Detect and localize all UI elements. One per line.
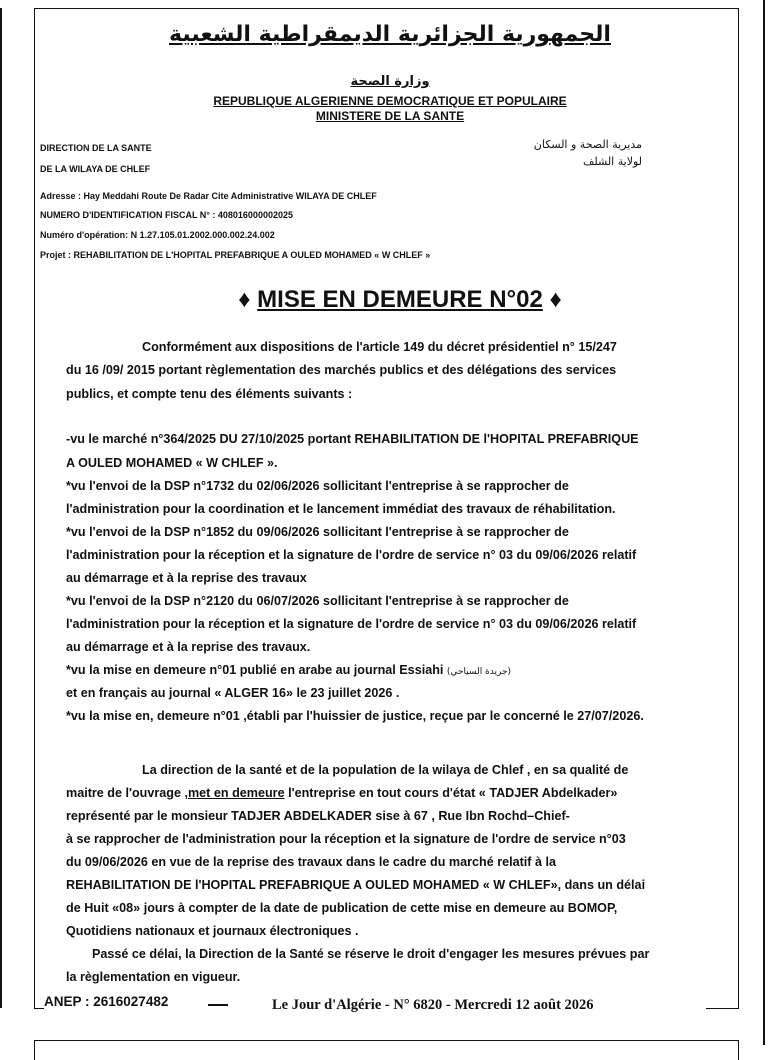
direction-ar-line1: مديرية الصحة و السكان xyxy=(533,138,642,151)
box-top-border xyxy=(34,8,738,9)
decision-2c: l'entreprise en tout cours d'état « TADJER Abdelkader» xyxy=(284,786,618,800)
right-page-border xyxy=(763,0,765,1045)
direction-fr-line1: DIRECTION DE LA SANTE xyxy=(40,143,152,153)
operation-line: Numéro d'opération: N 1.27.105.01.2002.000.002.24.002 xyxy=(40,230,275,240)
vu-line-6: l'administration pour la réception et la signature de l'ordre de service n° 03 du 09/06/2026 relatif xyxy=(66,548,637,562)
vu-line-7: au démarrage et à la reprise des travaux xyxy=(66,571,307,585)
box-bottom-left xyxy=(34,1008,44,1009)
title-diamond-right: ♦ xyxy=(549,286,562,313)
essiahi-arabic-name: (جريدة السياحي) xyxy=(446,667,512,677)
lower-box-top xyxy=(34,1040,738,1041)
french-republic: REPUBLIQUE ALGERIENNE DEMOCRATIQUE ET POPULAIRE xyxy=(213,94,567,108)
french-ministry: MINISTERE DE LA SANTE xyxy=(315,109,465,123)
vu-essiahi-line xyxy=(66,662,511,680)
vu-line-10: au démarrage et à la reprise des travaux. xyxy=(66,640,311,654)
arabic-republic-title: الجمهورية الجزائرية الديمقراطية الشعبية xyxy=(169,22,611,47)
closing-line-1: Passé ce délai, la Direction de la Santé se réserve le droit d'engager les mesures prévues par xyxy=(92,947,650,961)
vu-huissier-line: *vu la mise en, demeure n°01 ,établi par l'huissier de justice, reçue par le concerné le 27/07/2026. xyxy=(66,709,644,723)
vu-line-9: l'administration pour la réception et la signature de l'ordre de service n° 03 du 09/06/2026 relatif xyxy=(66,617,637,631)
intro-line-3: publics, et compte tenu des éléments suivants : xyxy=(66,387,353,401)
closing-line-2: la règlementation en vigueur. xyxy=(66,970,241,984)
nif-line: NUMERO D'IDENTIFICATION FISCAL N° : 408016000002025 xyxy=(40,210,293,220)
intro-line-2: du 16 /09/ 2015 portant règlementation des marchés publics et des délégations des services xyxy=(66,363,617,377)
adresse-line: Adresse : Hay Meddahi Route De Radar Cite Administrative WILAYA DE CHLEF xyxy=(40,191,377,201)
notice-title xyxy=(120,286,680,314)
box-left-border xyxy=(34,8,35,1008)
left-page-border xyxy=(0,8,2,1008)
direction-fr-line2: DE LA WILAYA DE CHLEF xyxy=(40,164,151,174)
vu-line-4: l'administration pour la coordination et le lancement immédiat des travaux de réhabilitation. xyxy=(66,502,616,516)
anep-number: ANEP : 2616027482 xyxy=(44,994,169,1009)
lower-box-left xyxy=(34,1040,35,1060)
decision-line-7: de Huit «08» jours à compter de la date de publication de cette mise en demeure au BOMOP, xyxy=(66,901,618,915)
vu-line-3: *vu l'envoi de la DSP n°1732 du 02/06/2026 sollicitant l'entreprise à se rapprocher de xyxy=(66,479,569,493)
vu-alger-line: et en français au journal « ALGER 16» le 23 juillet 2026 . xyxy=(66,686,400,700)
title-diamond-left: ♦ xyxy=(238,286,251,313)
direction-ar-line2: لولاية الشلف xyxy=(582,155,642,168)
vu-line-8: *vu l'envoi de la DSP n°2120 du 06/07/2026 sollicitant l'entreprise à se rapprocher de xyxy=(66,594,569,608)
decision-line-3: représenté par le monsieur TADJER ABDELKADER sise à 67 , Rue Ibn Rochd–Chief- xyxy=(66,809,570,823)
intro-line-1: Conformément aux dispositions de l'article 149 du décret présidentiel n° 15/247 xyxy=(142,340,617,354)
arabic-ministry: وزارة الصحة xyxy=(350,74,430,89)
vu-line-2: A OULED MOHAMED « W CHLEF ». xyxy=(66,456,278,470)
decision-2a: maitre de l'ouvrage , xyxy=(66,786,188,800)
decision-line-6: REHABILITATION DE l'HOPITAL PREFABRIQUE A OULED MOHAMED « W CHLEF», dans un délai xyxy=(66,878,646,892)
vu-line-5: *vu l'envoi de la DSP n°1852 du 09/06/2026 sollicitant l'entreprise à se rapprocher de xyxy=(66,525,569,539)
box-right-border xyxy=(738,8,739,1008)
lower-box-right xyxy=(738,1040,739,1060)
met-en-demeure: met en demeure xyxy=(187,786,285,800)
decision-line-5: du 09/06/2026 en vue de la reprise des travaux dans le cadre du marché relatif à la xyxy=(66,855,557,869)
decision-line-8: Quotidiens nationaux et journaux électroniques . xyxy=(66,924,359,938)
decision-line-1: La direction de la santé et de la population de la wilaya de Chlef , en sa qualité de xyxy=(142,763,629,777)
vu-essiahi-text: *vu la mise en demeure n°01 publié en arabe au journal Essiahi xyxy=(66,663,444,677)
box-bottom-right xyxy=(706,1008,739,1009)
newspaper-line: Le Jour d'Algérie - N° 6820 - Mercredi 12 août 2026 xyxy=(272,997,594,1013)
vu-line-1: -vu le marché n°364/2025 DU 27/10/2025 portant REHABILITATION DE l'HOPITAL PREFABRIQUE xyxy=(66,432,639,446)
footer-dash xyxy=(208,1004,228,1006)
decision-line-2 xyxy=(66,785,617,801)
decision-line-4: à se rapprocher de l'administration pour la réception et la signature de l'ordre de service n°03 xyxy=(66,832,626,846)
title-text: MISE EN DEMEURE N°02 xyxy=(257,286,543,313)
projet-line: Projet : REHABILITATION DE L'HOPITAL PREFABRIQUE A OULED MOHAMED « W CHLEF » xyxy=(40,250,431,260)
